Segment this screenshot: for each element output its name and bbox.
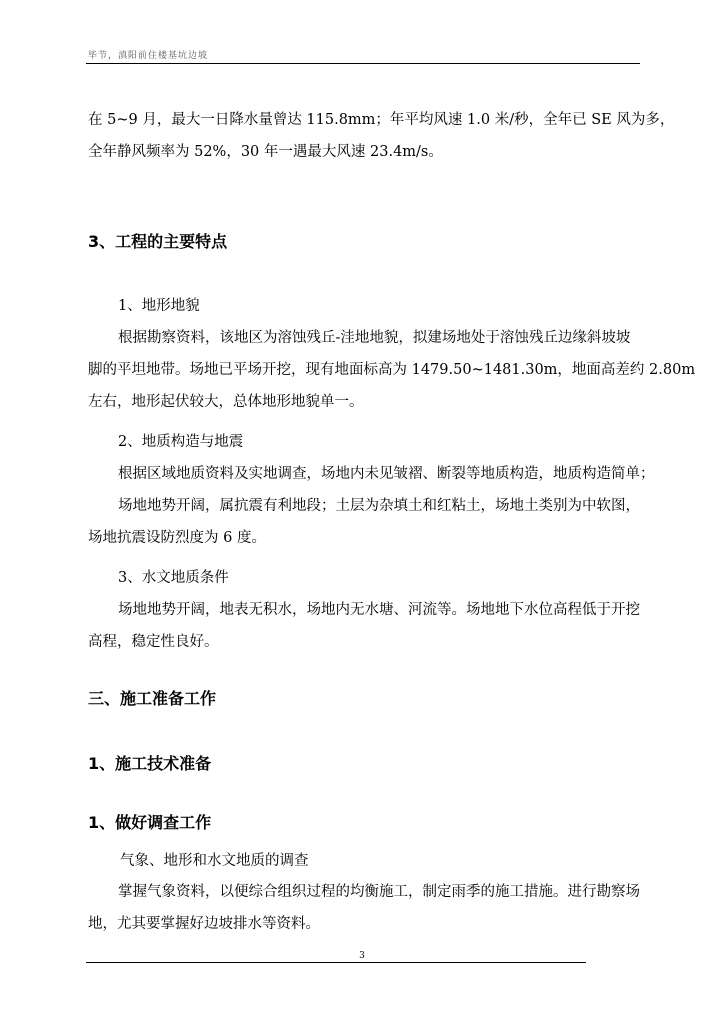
paragraph-line: 地，尤其要掌握好边坡排水等资料。 bbox=[88, 916, 320, 932]
survey-paragraph bbox=[88, 876, 640, 940]
paragraph-line: 在 5~9 月，最大一日降水量曾达 115.8mm；年平均风速 1.0 米/秒，全年已 SE 风为多， bbox=[88, 112, 675, 128]
paragraph-line: 根据勘察资料，该地区为溶蚀残丘-洼地地貌，拟建场地处于溶蚀残丘边缘斜坡坡 bbox=[118, 330, 631, 346]
subsection-title: 3、水文地质条件 bbox=[118, 570, 229, 586]
paragraph-line: 场地地势开阔，地表无积水，场地内无水塘、河流等。场地地下水位高程低于开挖 bbox=[118, 602, 640, 618]
footer-rule bbox=[86, 962, 586, 963]
geology-paragraph-1 bbox=[88, 458, 655, 490]
section-heading: 1、施工技术准备 bbox=[88, 754, 212, 773]
paragraph-line: 根据区域地质资料及实地调查，场地内未见皱褶、断裂等地质构造，地质构造简单； bbox=[118, 466, 655, 482]
section-heading: 3、工程的主要特点 bbox=[88, 232, 228, 251]
chapter-heading: 三、施工准备工作 bbox=[88, 689, 217, 708]
section-heading: 1、做好调查工作 bbox=[88, 813, 212, 832]
paragraph-line: 掌握气象资料，以便综合组织过程的均衡施工，制定雨季的施工措施。进行勘察场 bbox=[118, 884, 640, 900]
geology-paragraph-2 bbox=[88, 490, 640, 554]
paragraph-line: 场地抗震设防烈度为 6 度。 bbox=[88, 530, 266, 546]
paragraph-line: 场地地势开阔，属抗震有利地段；土层为杂填土和红粘土，场地土类别为中软图， bbox=[118, 498, 640, 514]
paragraph-line: 全年静风频率为 52%，30 年一遇最大风速 23.4m/s。 bbox=[88, 144, 443, 160]
subsection-title: 1、地形地貌 bbox=[118, 298, 200, 314]
subsection-title: 气象、地形和水文地质的调查 bbox=[120, 853, 309, 869]
subsection-title: 2、地质构造与地震 bbox=[118, 434, 244, 450]
terrain-paragraph bbox=[88, 322, 696, 418]
climate-paragraph bbox=[88, 104, 675, 168]
paragraph-line: 左右，地形起伏较大，总体地形地貌单一。 bbox=[88, 394, 364, 410]
paragraph-line: 高程，稳定性良好。 bbox=[88, 634, 219, 650]
hydro-paragraph bbox=[88, 594, 640, 658]
header-rule bbox=[86, 63, 640, 64]
running-header: 毕节，滇阳前住楼基坑边坡 bbox=[88, 51, 209, 61]
paragraph-line: 脚的平坦地带。场地已平场开挖，现有地面标高为 1479.50~1481.30m，地面高差约 2.80m bbox=[88, 362, 696, 378]
page-number: 3 bbox=[359, 951, 365, 961]
